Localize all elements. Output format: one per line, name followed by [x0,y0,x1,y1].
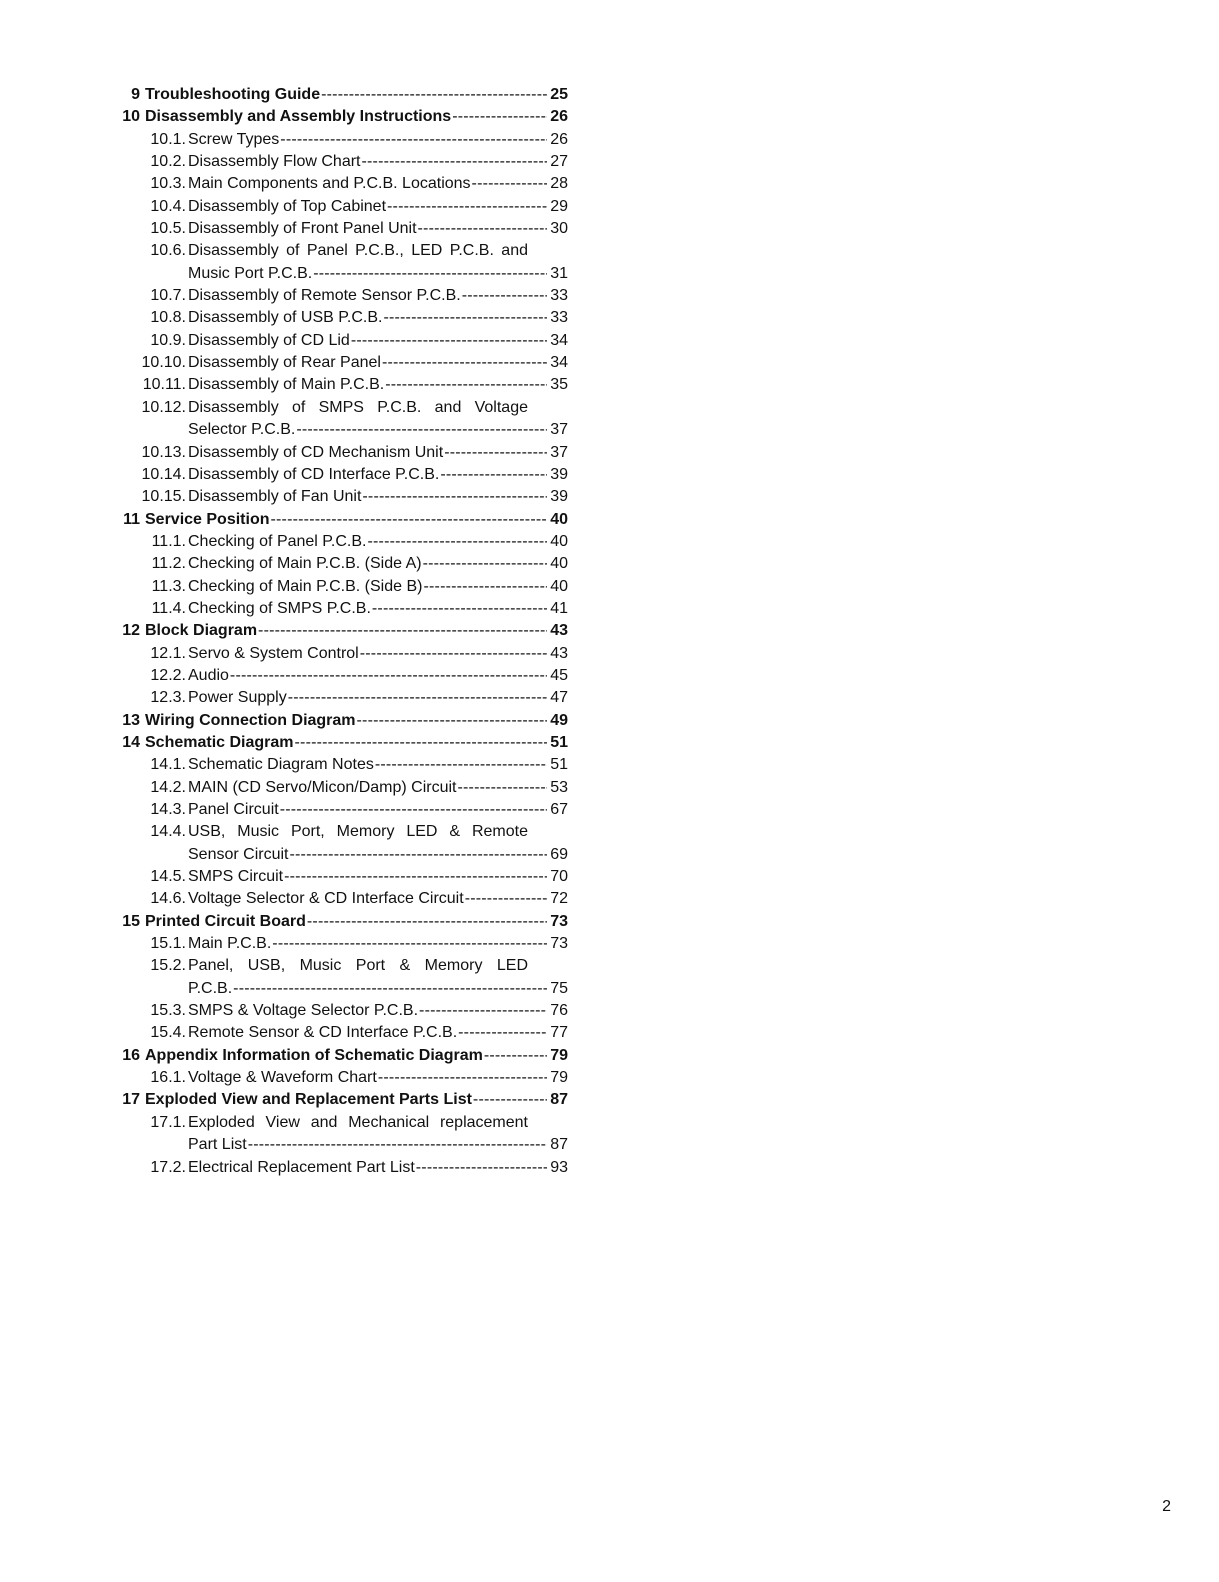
toc-entry-page: 29 [550,197,568,215]
leader-dots [383,307,547,329]
toc-entry-number: 11 [123,510,140,528]
leader-dots [321,84,547,106]
toc-entry-number: 15.3. [150,1002,186,1020]
leader-dots [351,330,547,352]
toc-entry-title: Disassembly of Panel P.C.B., LED P.C.B. and [188,242,528,260]
toc-entry-page: 35 [550,376,568,394]
toc-entry-title: Wiring Connection Diagram [145,711,356,729]
toc-entry-page: 28 [550,175,568,193]
toc-entry[interactable] [116,866,568,888]
toc-entry-title: Service Position [145,510,270,528]
toc-entry-continuation[interactable] [116,263,568,285]
toc-entry-page: 51 [550,756,568,774]
toc-entry-title: Disassembly of CD Interface P.C.B. [188,465,440,483]
toc-entry[interactable] [116,1157,568,1179]
toc-entry-title: Checking of Panel P.C.B. [188,532,367,550]
toc-section[interactable] [116,106,568,128]
leader-dots [367,531,547,553]
toc-entry-page: 34 [550,354,568,372]
toc-entry-number: 10.11. [142,376,186,394]
toc-entry[interactable] [116,1112,568,1134]
toc-entry-page: 40 [550,510,568,528]
toc-entry[interactable] [116,799,568,821]
leader-dots [289,844,547,866]
leader-dots [462,285,547,307]
toc-entry[interactable] [116,307,568,329]
toc-entry-page: 34 [550,331,568,349]
toc-entry-number: 14.6. [150,890,186,908]
toc-entry-number: 10.14. [141,465,186,483]
toc-entry-title: Disassembly of CD Lid [188,331,350,349]
toc-entry-continuation[interactable] [116,978,568,1000]
leader-dots [465,888,547,910]
leader-dots [288,687,547,709]
toc-entry-title: Block Diagram [145,622,258,640]
leader-dots [362,486,547,508]
toc-entry[interactable] [116,352,568,374]
table-of-contents [116,84,568,1179]
toc-entry-page: 31 [550,264,568,282]
leader-dots [313,263,547,285]
toc-section[interactable] [116,1045,568,1067]
toc-entry-title-continued: Sensor Circuit [188,845,289,863]
leader-dots [473,1089,547,1111]
toc-entry[interactable] [116,777,568,799]
toc-entry-number: 12.3. [150,689,186,707]
leader-dots [440,464,547,486]
toc-section[interactable] [116,1089,568,1111]
toc-entry-title: Voltage Selector & CD Interface Circuit [188,890,464,908]
leader-dots [444,442,547,464]
toc-entry-number: 12 [122,622,140,640]
toc-entry-page: 39 [550,488,568,506]
leader-dots [385,374,547,396]
toc-entry[interactable] [116,821,568,843]
toc-entry-number: 10.7. [150,287,186,305]
toc-entry-number: 12.2. [150,666,186,684]
toc-entry-title: Disassembly of Rear Panel [188,354,381,372]
page-number-text: 2 [1162,1498,1171,1515]
toc-entry-number: 15.2. [150,957,186,975]
toc-entry-number: 9 [131,86,140,103]
toc-section[interactable] [116,732,568,754]
toc-entry[interactable] [116,1067,568,1089]
leader-dots [361,151,547,173]
toc-entry-page: 70 [550,868,568,886]
toc-entry-number: 12.1. [150,644,186,662]
toc-entry[interactable] [116,1022,568,1044]
toc-entry-number: 10.4. [150,197,186,215]
toc-entry-page: 37 [550,443,568,461]
toc-entry[interactable] [116,933,568,955]
leader-dots [423,553,547,575]
toc-entry-page: 43 [550,622,568,640]
toc-entry-page: 53 [550,778,568,796]
toc-entry[interactable] [116,196,568,218]
toc-entry-title: Exploded View and Replacement Parts List [145,1091,472,1109]
toc-entry-page: 40 [550,577,568,595]
toc-entry-title: USB, Music Port, Memory LED & Remote [188,823,528,841]
toc-entry-page: 77 [550,1024,568,1042]
leader-dots [296,419,547,441]
toc-entry-page: 43 [550,644,568,662]
leader-dots [418,218,547,240]
toc-entry-number: 10.9. [150,331,186,349]
toc-entry-title: Power Supply [188,689,287,707]
toc-entry[interactable] [116,754,568,776]
toc-entry-title-continued: P.C.B. [188,979,233,997]
toc-entry-title-continued: Selector P.C.B. [188,421,296,439]
toc-entry-continuation[interactable] [116,1134,568,1156]
toc-section[interactable] [116,509,568,531]
toc-entry[interactable] [116,285,568,307]
toc-entry-number: 17 [122,1091,140,1109]
toc-entry-number: 10.5. [150,220,186,238]
toc-entry-number: 14 [122,733,140,751]
toc-entry-title: Disassembly of Main P.C.B. [188,376,385,394]
toc-entry-page: 41 [550,599,568,617]
toc-entry-page: 69 [550,845,568,863]
leader-dots [233,978,547,1000]
toc-entry-title: Disassembly of SMPS P.C.B. and Voltage [188,398,528,416]
toc-entry-page: 73 [550,912,568,930]
toc-entry-number: 14.4. [150,823,186,841]
toc-entry-number: 10.2. [150,153,186,171]
toc-entry-page: 26 [550,130,568,148]
toc-entry-title: Printed Circuit Board [145,912,306,930]
toc-entry[interactable] [116,531,568,553]
toc-entry[interactable] [116,553,568,575]
toc-entry[interactable] [116,397,568,419]
toc-entry-page: 27 [550,153,568,171]
toc-entry[interactable] [116,464,568,486]
toc-entry-title: Panel, USB, Music Port & Memory LED [188,957,528,975]
toc-entry-number: 15.1. [150,935,186,953]
toc-entry-number: 10.12. [141,398,186,416]
toc-entry-number: 10.1. [150,130,186,148]
toc-entry-number: 10 [122,108,140,126]
leader-dots [357,710,547,732]
page-number [0,1498,1171,1516]
toc-entry[interactable] [116,888,568,910]
toc-entry-number: 15 [122,912,140,930]
toc-entry-title: Panel Circuit [188,801,279,818]
toc-entry[interactable] [116,218,568,240]
toc-entry-title: Exploded View and Mechanical replacement [188,1113,528,1131]
toc-entry-title: MAIN (CD Servo/Micon/Damp) Circuit [188,778,457,796]
toc-entry-title: Checking of SMPS P.C.B. [188,599,371,617]
toc-section[interactable] [116,84,568,106]
toc-entry-title: Disassembly of Remote Sensor P.C.B. [188,287,461,305]
toc-entry-title: Disassembly of Front Panel Unit [188,220,417,238]
toc-entry-number: 10.3. [150,175,186,193]
toc-entry-title: Schematic Diagram [145,733,294,751]
toc-entry-page: 33 [550,309,568,327]
toc-entry-page: 47 [550,689,568,707]
toc-entry-title: Electrical Replacement Part List [188,1158,415,1176]
toc-entry[interactable] [116,330,568,352]
toc-entry[interactable] [116,173,568,195]
toc-entry-title: Checking of Main P.C.B. (Side B) [188,577,423,595]
toc-entry-title: SMPS & Voltage Selector P.C.B. [188,1002,419,1020]
toc-entry[interactable] [116,955,568,977]
toc-entry[interactable] [116,598,568,620]
toc-entry-title: Main P.C.B. [188,935,272,953]
leader-dots [295,732,547,754]
toc-entry[interactable] [116,1000,568,1022]
toc-entry-title: SMPS Circuit [188,868,284,886]
toc-entry-title-continued: Music Port P.C.B. [188,264,313,282]
leader-dots [271,509,548,531]
toc-entry[interactable] [116,687,568,709]
toc-entry[interactable] [116,665,568,687]
toc-section[interactable] [116,710,568,732]
toc-entry-page: 79 [550,1069,568,1087]
leader-dots [280,129,547,151]
toc-entry-page: 39 [550,465,568,483]
leader-dots [458,1022,547,1044]
toc-entry-number: 14.5. [150,868,186,886]
toc-entry-page: 25 [550,86,568,103]
toc-entry[interactable] [116,442,568,464]
leader-dots [230,665,547,687]
toc-entry-page: 30 [550,220,568,238]
toc-entry[interactable] [116,576,568,598]
toc-entry-number: 16.1. [150,1069,186,1087]
toc-entry-number: 14.3. [150,801,186,818]
toc-entry-title: Disassembly of Top Cabinet [188,197,387,215]
toc-entry-title: Audio [188,666,229,684]
leader-dots [452,106,547,128]
leader-dots [419,1000,547,1022]
toc-entry-page: 40 [550,555,568,573]
toc-entry-title: Disassembly Flow Chart [188,153,361,171]
leader-dots [280,799,547,821]
leader-dots [272,933,547,955]
toc-entry-page: 87 [550,1136,568,1154]
leader-dots [372,598,547,620]
toc-entry-number: 10.10. [141,354,186,372]
toc-entry-page: 73 [550,935,568,953]
leader-dots [382,352,547,374]
leader-dots [416,1157,547,1179]
toc-entry-page: 72 [550,890,568,908]
toc-entry-page: 67 [550,801,568,818]
toc-entry-page: 87 [550,1091,568,1109]
toc-entry[interactable] [116,151,568,173]
toc-entry-page: 93 [550,1158,568,1176]
toc-entry-title: Main Components and P.C.B. Locations [188,175,471,193]
toc-entry-number: 10.13. [141,443,186,461]
toc-entry-number: 17.1. [150,1113,186,1131]
leader-dots [387,196,547,218]
toc-entry-number: 17.2. [150,1158,186,1176]
toc-entry-page: 51 [550,733,568,751]
toc-entry[interactable] [116,240,568,262]
toc-entry-number: 11.4. [151,599,186,617]
toc-entry-page: 33 [550,287,568,305]
toc-entry-title: Remote Sensor & CD Interface P.C.B. [188,1024,458,1042]
toc-entry-page: 37 [550,421,568,439]
toc-entry-title: Appendix Information of Schematic Diagram [145,1046,483,1064]
toc-entry-page: 76 [550,1002,568,1020]
toc-entry-page: 40 [550,532,568,550]
toc-entry-title: Voltage & Waveform Chart [188,1069,377,1087]
toc-entry-number: 11.2. [151,555,186,573]
leader-dots [423,576,547,598]
leader-dots [375,754,547,776]
toc-entry-number: 10.15. [141,488,186,506]
leader-dots [472,173,547,195]
leader-dots [258,620,547,642]
toc-entry-continuation[interactable] [116,844,568,866]
leader-dots [378,1067,547,1089]
toc-entry-number: 15.4. [150,1024,186,1042]
toc-section[interactable] [116,911,568,933]
toc-entry-page: 45 [550,666,568,684]
toc-entry[interactable] [116,374,568,396]
toc-entry[interactable] [116,129,568,151]
toc-entry-number: 14.2. [150,778,186,796]
leader-dots [284,866,547,888]
toc-entry-number: 11.1. [151,532,186,550]
toc-entry-continuation[interactable] [116,419,568,441]
toc-entry[interactable] [116,643,568,665]
leader-dots [248,1134,547,1156]
toc-entry-page: 79 [550,1046,568,1064]
toc-entry-number: 13 [122,711,140,729]
toc-entry-title-continued: Part List [188,1136,247,1154]
toc-entry-title: Disassembly of USB P.C.B. [188,309,383,327]
leader-dots [484,1045,547,1067]
toc-entry-title: Disassembly and Assembly Instructions [145,108,452,126]
toc-entry-title: Checking of Main P.C.B. (Side A) [188,555,422,573]
toc-entry-page: 75 [550,979,568,997]
toc-entry-number: 11.3. [151,577,186,595]
toc-entry-number: 10.8. [150,309,186,327]
toc-entry-number: 10.6. [150,242,186,260]
toc-entry-title: Schematic Diagram Notes [188,756,374,774]
toc-section[interactable] [116,620,568,642]
leader-dots [307,911,547,933]
toc-entry-title: Troubleshooting Guide [145,86,321,103]
leader-dots [457,777,547,799]
toc-entry-number: 16 [122,1046,140,1064]
toc-entry-title: Servo & System Control [188,644,359,662]
toc-entry[interactable] [116,486,568,508]
toc-entry-title: Disassembly of Fan Unit [188,488,362,506]
toc-entry-number: 14.1. [150,756,186,774]
toc-entry-title: Screw Types [188,130,280,148]
toc-entry-page: 26 [550,108,568,126]
toc-entry-page: 49 [550,711,568,729]
leader-dots [360,643,547,665]
toc-entry-title: Disassembly of CD Mechanism Unit [188,443,444,461]
